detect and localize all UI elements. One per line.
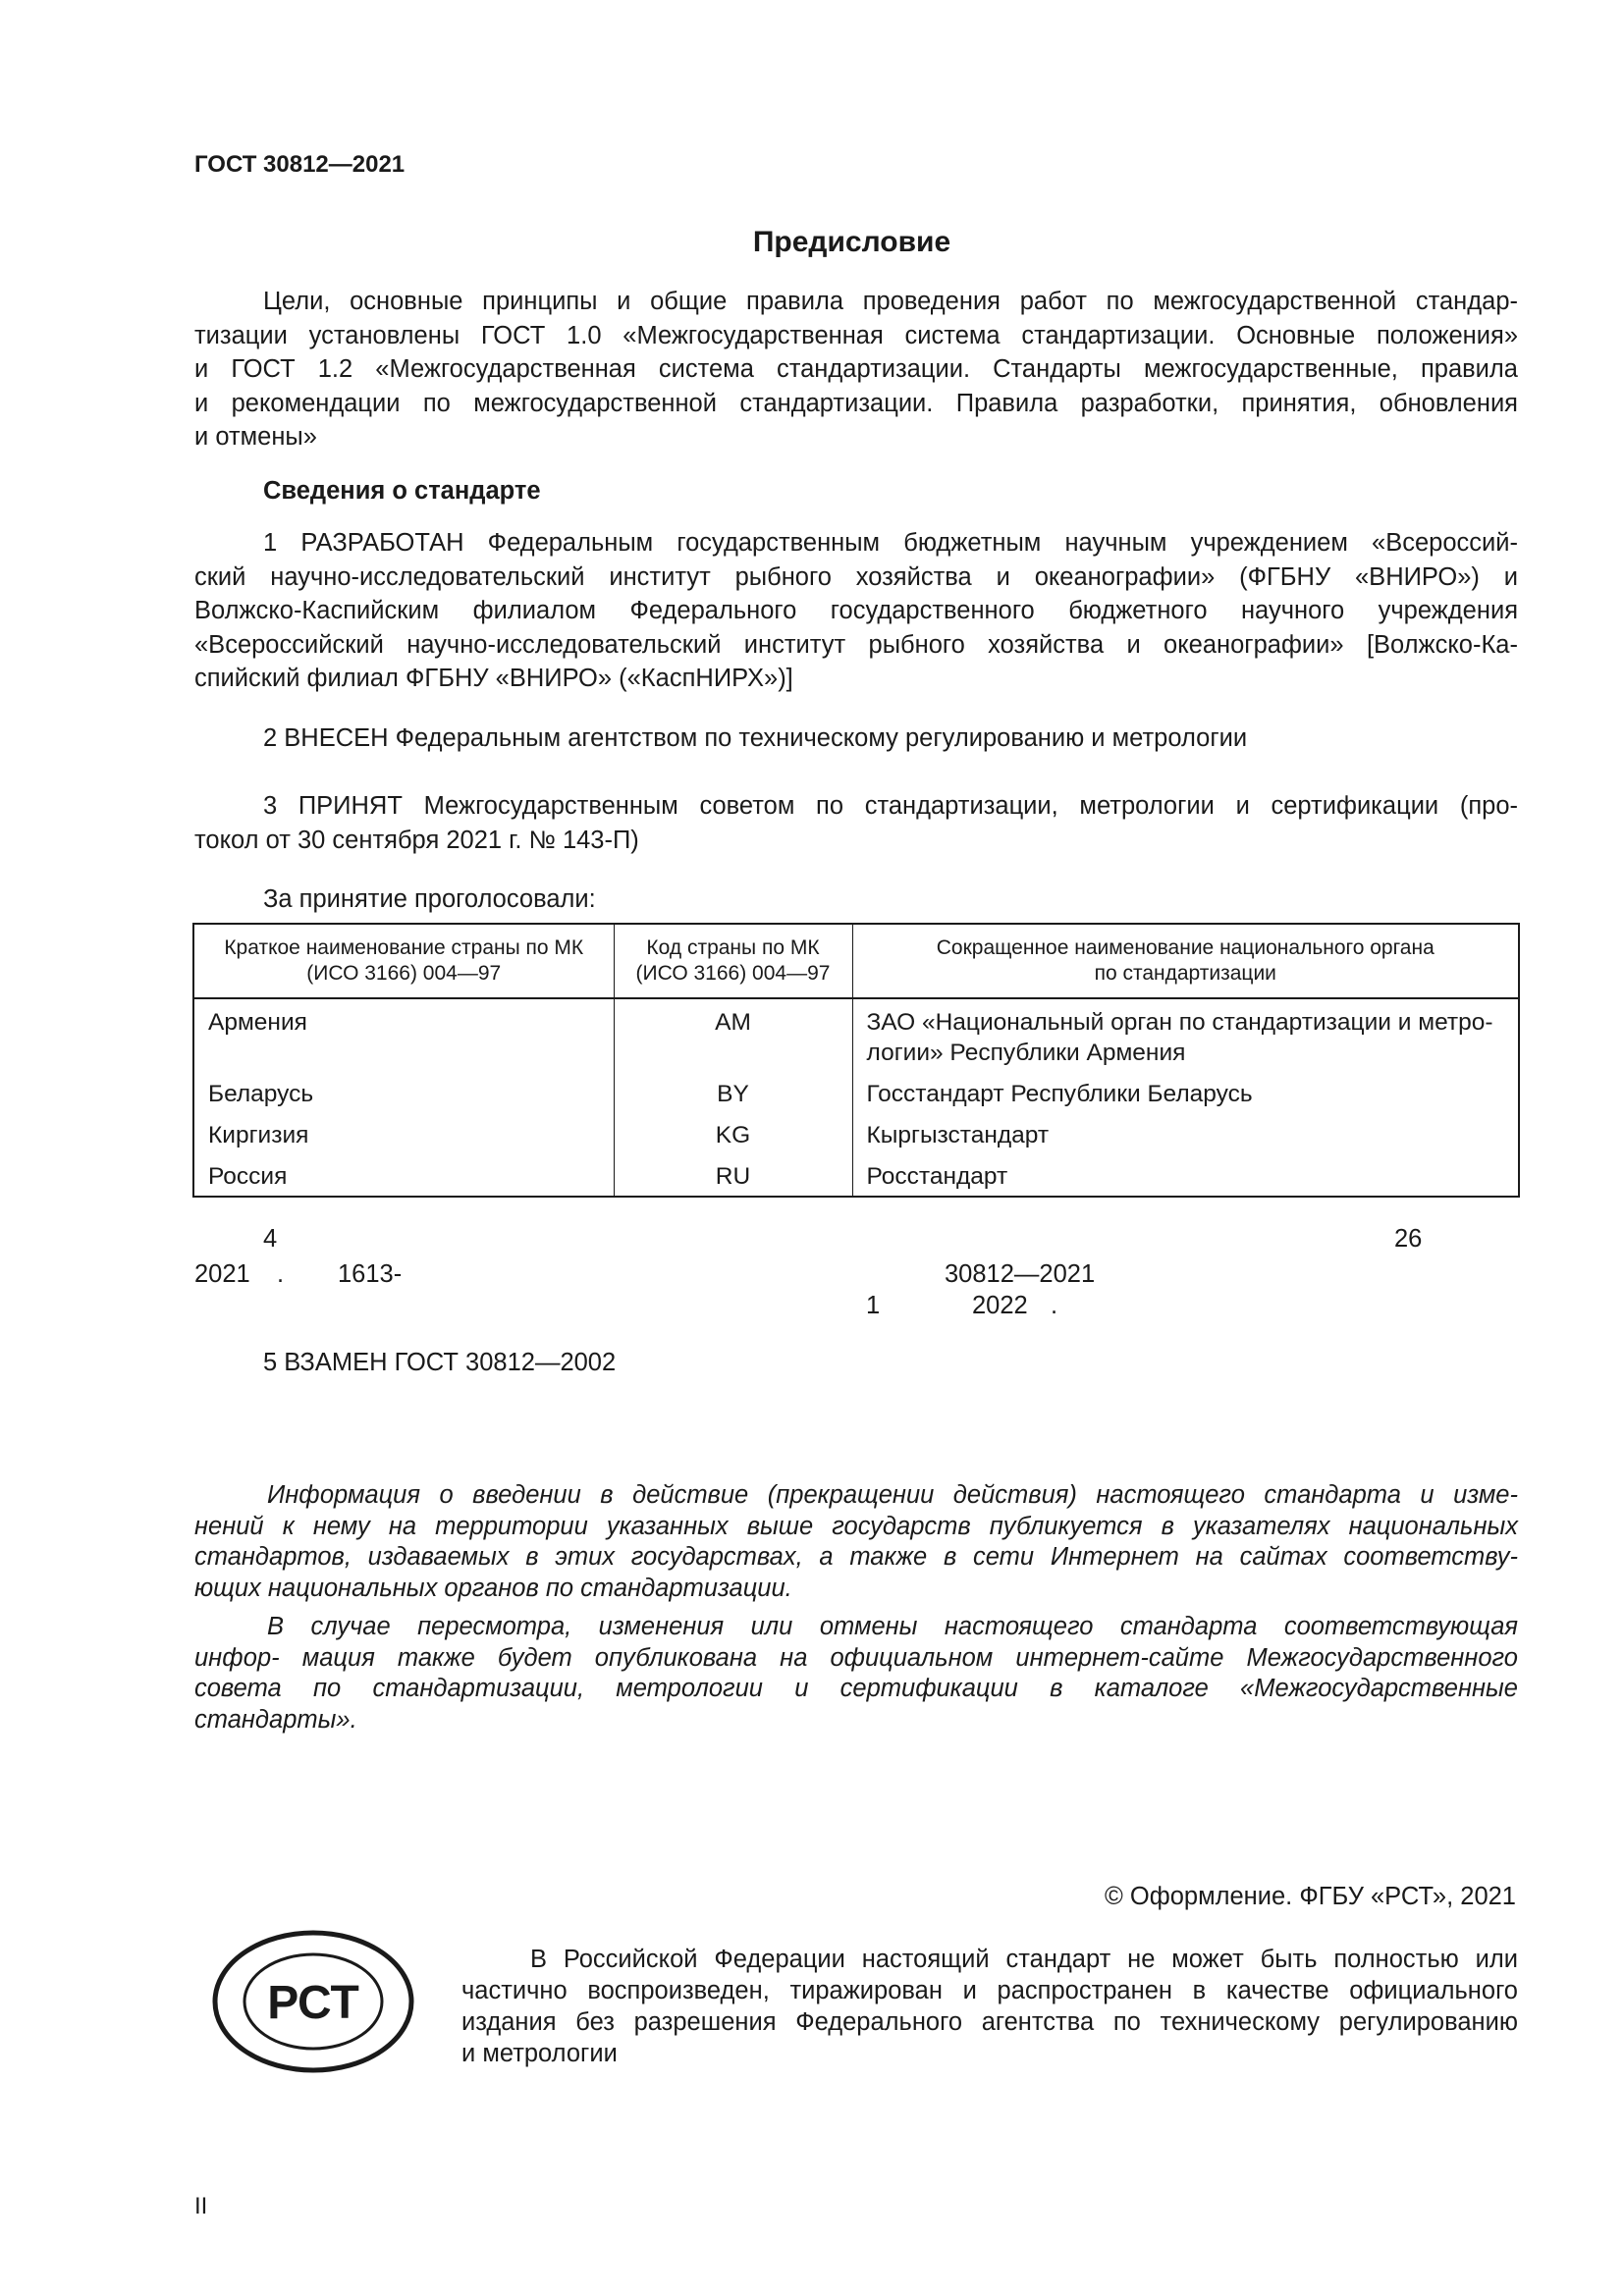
item1-line: «Всероссийский научно-исследовательский институт рыбного хозяйства и океанографии» [Волжско-Ка- (194, 630, 1518, 659)
rst-logo-icon (210, 1928, 416, 2080)
code-cell: BY (614, 1068, 852, 1109)
intro-line: и ГОСТ 1.2 «Межгосударственная система стандартизации. Стандарты межгосударственные, правила (194, 355, 1518, 383)
column-header-code (614, 924, 852, 998)
item1-line: спийский филиал ФГБНУ «ВНИРО» («КаспНИРХ»)] (194, 665, 793, 692)
column-header-line: Краткое наименование страны по МК (224, 936, 584, 959)
logo-text: РСТ (267, 1977, 359, 2029)
column-header-line: (ИСО 3166) 004—97 (635, 962, 831, 985)
info-line: инфор- мация также будет опубликована на официальном интернет-сайте Межгосударственного (194, 1643, 1518, 1672)
item2-text: 2 ВНЕСЕН Федеральным агентством по техническому регулированию и метрологии (263, 724, 1248, 752)
table-row (193, 1109, 1519, 1150)
table-row (193, 1150, 1519, 1197)
info-line: стандарты». (194, 1705, 357, 1734)
copyright: © Оформление. ФГБУ «РСТ», 2021 (1105, 1883, 1516, 1910)
column-header-line: Код страны по МК (646, 936, 820, 959)
votes-intro: За принятие проголосовали: (263, 885, 596, 913)
item4-year2: 2022 (972, 1292, 1028, 1319)
country-cell: Киргизия (193, 1109, 614, 1150)
item4-dot2: . (1051, 1292, 1058, 1319)
notice-line: и метрологии (461, 2040, 618, 2067)
code-cell: RU (614, 1150, 852, 1197)
country-cell: Армения (193, 998, 614, 1068)
column-header-body (852, 924, 1519, 998)
item4-dot: . (277, 1260, 285, 1288)
intro-line: Цели, основные принципы и общие правила проведения работ по межгосударственной стандар- (263, 288, 1518, 315)
item4-year: 2021 (194, 1260, 250, 1288)
body-cell (852, 998, 1519, 1068)
column-header-line: (ИСО 3166) 004—97 (306, 962, 502, 985)
notice-line: В Российской Федерации настоящий стандарт не может быть полностью или (530, 1946, 1518, 1973)
item4-standard: 30812—2021 (945, 1260, 1096, 1288)
column-header-country (193, 924, 614, 998)
page-title: Предисловие (752, 226, 951, 258)
code-cell: KG (614, 1109, 852, 1150)
column-header-line: Сокращенное наименование национального органа (936, 936, 1435, 959)
info-line: совета по стандартизации, метрологии и сертификации в каталоге «Межгосударственные (194, 1675, 1518, 1702)
votes-table-header-row (193, 924, 1519, 998)
standard-id-header: ГОСТ 30812—2021 (194, 151, 406, 178)
item5-text: 5 ВЗАМЕН ГОСТ 30812—2002 (263, 1349, 617, 1376)
country-cell: Беларусь (193, 1068, 614, 1109)
intro-paragraph (194, 285, 1518, 454)
page-number: II (194, 2193, 208, 2219)
country-cell: Россия (193, 1150, 614, 1197)
column-header-line: по стандартизации (1094, 962, 1276, 985)
body-cell: Росстандарт (866, 1163, 1008, 1190)
info-paragraph-1 (194, 1480, 1518, 1604)
table-row (193, 998, 1519, 1068)
table-row (193, 1068, 1519, 1109)
info-line: нений к нему на территории указанных выше государств публикуется в указателях национальных (194, 1512, 1518, 1540)
notice-line: частично воспроизведен, тиражирован и распространен в качестве официального (461, 1977, 1518, 2004)
intro-line: тизации установлены ГОСТ 1.0 «Межгосударственная система стандартизации. Основные положения» (194, 321, 1518, 349)
body-line: логии» Республики Армения (866, 1040, 1186, 1066)
item4-number: 4 (263, 1225, 278, 1253)
item1-paragraph (194, 526, 1518, 696)
code-cell: AM (614, 998, 852, 1068)
intro-line: и отмены» (194, 423, 317, 451)
notice-line: издания без разрешения Федерального агентства по техническому регулированию (461, 2008, 1518, 2036)
item3-line: 3 ПРИНЯТ Межгосударственным советом по стандартизации, метрологии и сертификации (про- (263, 792, 1518, 820)
item4-one: 1 (866, 1292, 881, 1319)
item4-day: 26 (1394, 1225, 1423, 1253)
body-cell: Госстандарт Республики Беларусь (866, 1081, 1253, 1107)
item1-line: 1 РАЗРАБОТАН Федеральным государственным бюджетным научным учреждением «Всероссий- (263, 529, 1518, 557)
votes-table (192, 923, 1520, 1198)
item1-line: ский научно-исследовательский институт рыбного хозяйства и океанографии» (ФГБНУ «ВНИРО») и (194, 562, 1518, 591)
info-heading: Сведения о стандарте (263, 477, 541, 505)
item3-line: токол от 30 сентября 2021 г. № 143-П) (194, 826, 639, 854)
body-cell: Кыргызстандарт (866, 1122, 1050, 1148)
item4-order: 1613- (338, 1260, 403, 1288)
item1-line: Волжско-Каспийским филиалом Федерального государственного бюджетного научного учреждения (194, 597, 1518, 624)
body-line: ЗАО «Национальный орган по стандартизации и метро- (866, 1009, 1493, 1036)
intro-line: и рекомендации по межгосударственной стандартизации. Правила разработки, принятия, обновления (194, 389, 1518, 417)
info-line: Информация о введении в действие (прекращении действия) настоящего стандарта и изме- (267, 1481, 1518, 1509)
info-line: В случае пересмотра, изменения или отмены настоящего стандарта соответствующая (267, 1613, 1518, 1640)
info-line: стандартов, издаваемых в этих государствах, а также в сети Интернет на сайтах соответству- (194, 1543, 1518, 1571)
copyright-notice (461, 1944, 1518, 2069)
info-paragraph-2 (194, 1612, 1518, 1735)
item3-paragraph (194, 789, 1518, 857)
info-line: ющих национальных органов по стандартизации. (194, 1574, 792, 1602)
